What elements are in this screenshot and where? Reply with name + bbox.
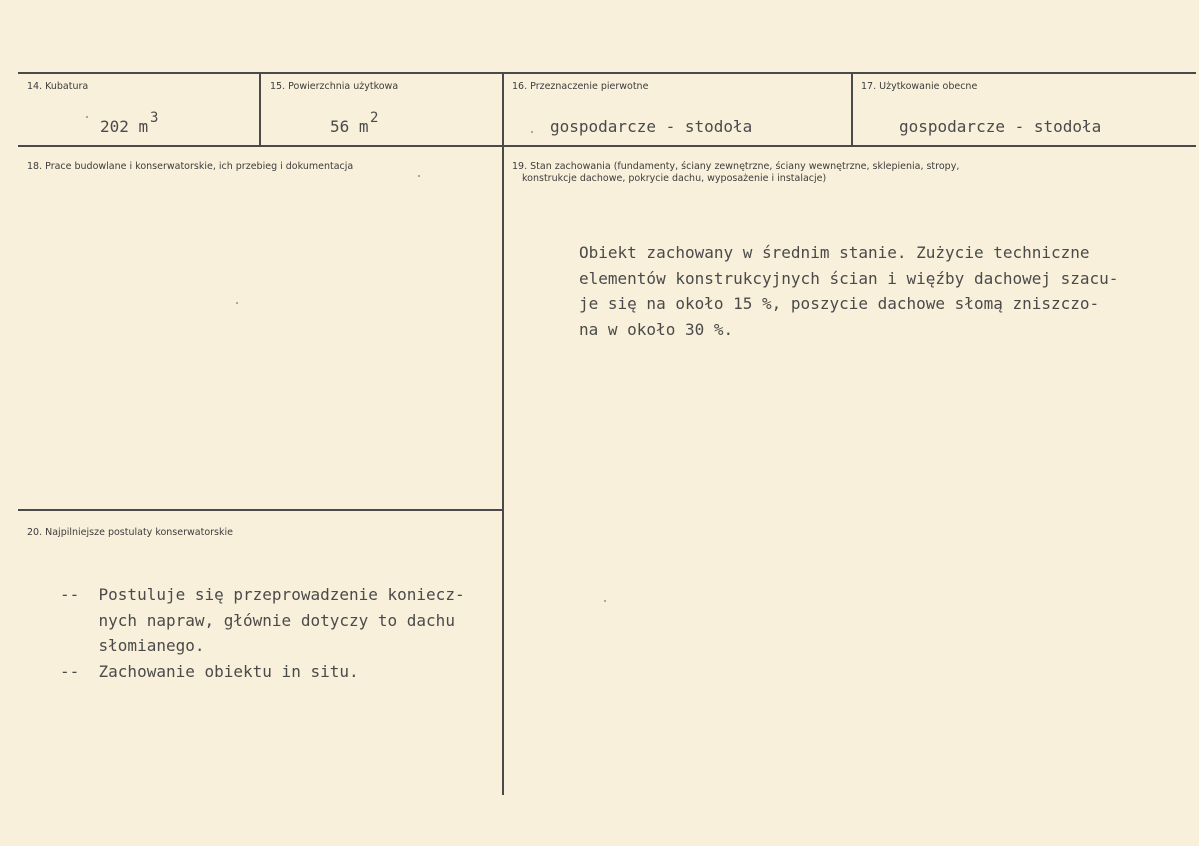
field-14-superscript: 3 [150, 110, 159, 126]
paper-speck [86, 116, 88, 118]
section-18-bottom-rule [18, 509, 502, 511]
field-19-line: je się na około 15 %, poszycie dachowe słomą zniszczo- [579, 294, 1100, 313]
field-15-label: 15. Powierzchnia użytkowa [270, 81, 399, 92]
field-19-line: na w około 30 %. [579, 320, 734, 339]
field-17-label: 17. Użytkowanie obecne [861, 81, 978, 92]
field-19-label-line1: 19. Stan zachowania (fundamenty, ściany zewnętrzne, ściany wewnętrzne, sklepienia, stropy, [512, 161, 960, 172]
paper-speck [531, 131, 533, 133]
divider-main [502, 73, 504, 795]
field-19-line: elementów konstrukcyjnych ścian i więźby dachowej szacu- [579, 269, 1119, 288]
field-14-label: 14. Kubatura [27, 81, 89, 92]
paper-speck [236, 302, 238, 304]
field-19-label-line2: konstrukcje dachowe, pokrycie dachu, wyposażenie i instalacje) [522, 173, 827, 184]
field-19-line: Obiekt zachowany w średnim stanie. Zużycie techniczne [579, 243, 1090, 262]
top-rule [18, 72, 1196, 74]
paper-speck [604, 600, 606, 602]
field-15-superscript: 2 [370, 110, 379, 126]
field-16-label: 16. Przeznaczenie pierwotne [512, 81, 649, 92]
row1-bottom-rule [18, 145, 1196, 147]
field-20-line: nych napraw, głównie dotyczy to dachu [60, 611, 455, 630]
field-20-label: 20. Najpilniejsze postulaty konserwatorskie [27, 527, 233, 538]
field-15-value: 56 m [330, 117, 369, 136]
field-14-value: 202 m [100, 117, 149, 136]
field-20-line: słomianego. [60, 636, 205, 655]
field-20-line: -- Zachowanie obiektu in situ. [60, 662, 359, 681]
divider-16-17 [851, 73, 853, 145]
field-16-value: gospodarcze - stodoła [550, 117, 753, 136]
divider-14-15 [259, 73, 261, 145]
field-17-value: gospodarcze - stodoła [899, 117, 1102, 136]
paper-speck [418, 175, 420, 177]
field-18-label: 18. Prace budowlane i konserwatorskie, ich przebieg i dokumentacja [27, 161, 354, 172]
field-20-line: -- Postuluje się przeprowadzenie koniecz- [60, 585, 465, 604]
